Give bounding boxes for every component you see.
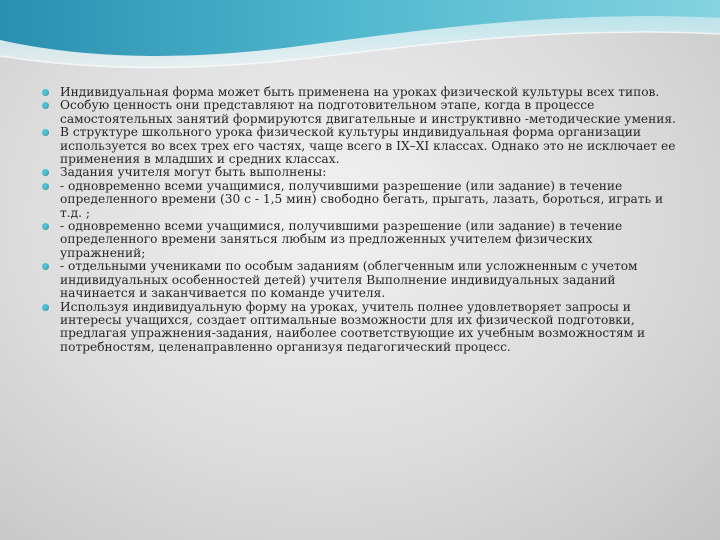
bullet-dot-icon: [42, 304, 49, 311]
list-item: [40, 99, 680, 126]
list-item: [40, 260, 680, 300]
list-item: [40, 126, 680, 166]
bullet-dot-icon: [42, 169, 49, 176]
wave-header-icon: [0, 0, 720, 80]
slide-content: [40, 86, 680, 354]
bullet-text: - одновременно всеми учащимися, получившими разрешение (или задание) в течение определенного времени заняться любым из предложенных учителем физических упражнений;: [60, 219, 623, 260]
bullet-dot-icon: [42, 223, 49, 230]
bullet-text: - одновременно всеми учащимися, получившими разрешение (или задание) в течение определенного времени (30 с - 1,5 мин) свободно бегать, прыгать, лазать, бороться, играть и т.д. ;: [60, 178, 664, 220]
bullet-dot-icon: [42, 89, 49, 96]
bullet-text: Задания учителя могут быть выполнены:: [60, 165, 327, 180]
bullet-text: - отдельными учениками по особым заданиям (облегченным или усложненным с учетом индивидуальных особенностей детей) учителя Выполнение индивидуальных заданий начинается и заканчивается по команде учителя.: [60, 259, 638, 301]
bullet-text: Индивидуальная форма может быть применена на уроках физической культуры всех типов.: [60, 85, 660, 99]
bullet-text: Используя индивидуальную форму на уроках, учитель полнее удовлетворяет запросы и интересы учащихся, создает оптимальные возможности для их физической подготовки, предлагая упражнения-задания, наиболее соответствующие их учебным возможностям и потребностям, целенаправленно организуя педагогический процесс.: [60, 299, 646, 354]
bullet-text: Особую ценность они представляют на подготовительном этапе, когда в процессе самостоятельных занятий формируются двигательные и инструктивно -методические умения.: [60, 98, 676, 126]
bullet-list: [40, 86, 680, 354]
bullet-dot-icon: [42, 183, 49, 190]
list-item: [40, 166, 680, 179]
bullet-text: В структуре школьного урока физической культуры индивидуальная форма организации используется во всех трех его частях, чаще всего в IX–XI классах. Однако это не исключает ее применения в младших и средних классах.: [60, 125, 676, 167]
bullet-dot-icon: [42, 129, 49, 136]
bullet-dot-icon: [42, 263, 49, 270]
list-item: [40, 220, 680, 260]
list-item: [40, 180, 680, 220]
bullet-dot-icon: [42, 102, 49, 109]
list-item: [40, 301, 680, 355]
list-item: [40, 86, 680, 99]
